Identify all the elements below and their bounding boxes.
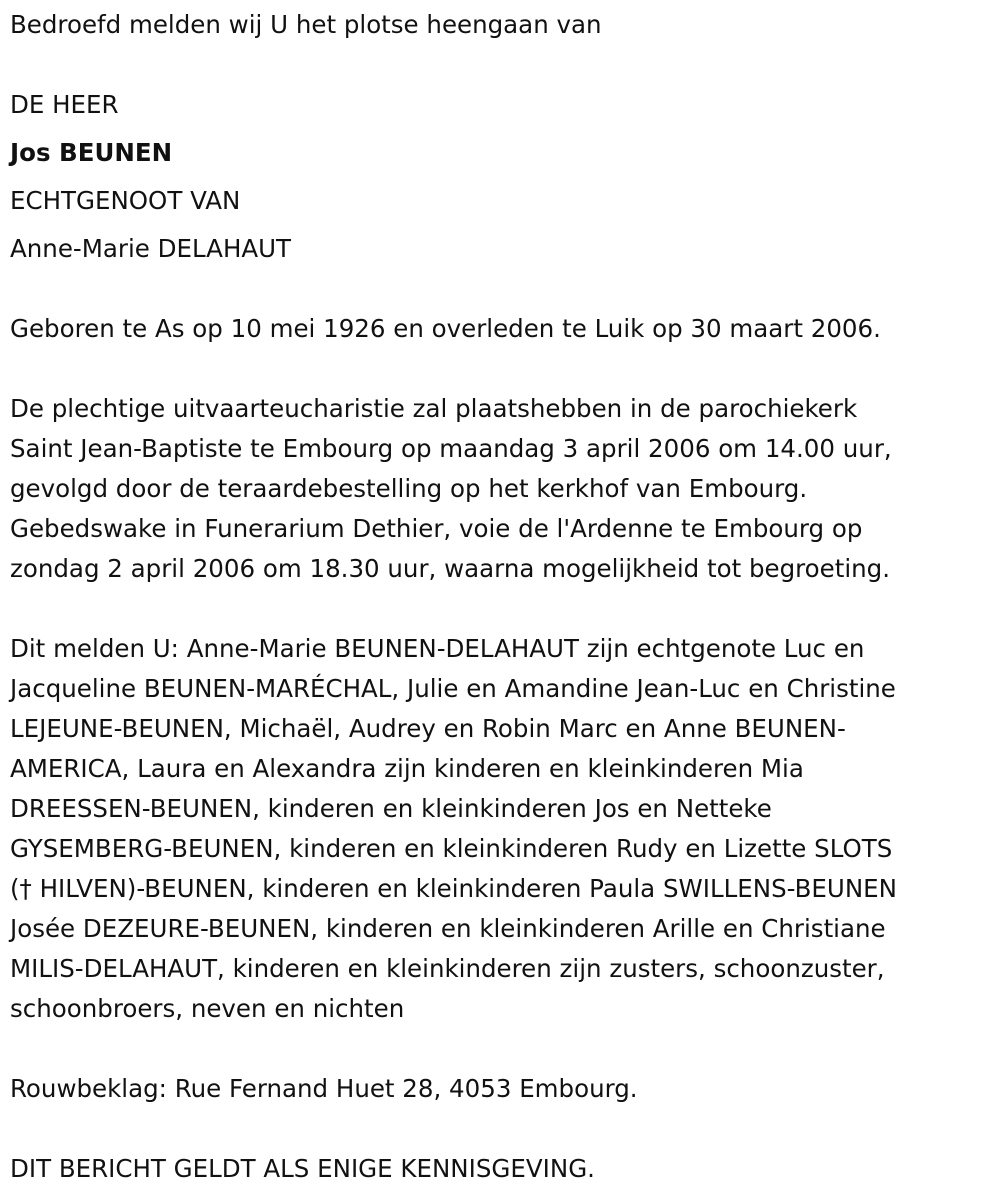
family-line: Jacqueline BEUNEN-MARÉCHAL, Julie en Amandine Jean-Luc en Christine xyxy=(10,674,896,703)
birth-death-line: Geboren te As op 10 mei 1926 en overleden te Luik op 30 maart 2006. xyxy=(10,314,881,343)
family-line: LEJEUNE-BEUNEN, Michaël, Audrey en Robin Marc en Anne BEUNEN- xyxy=(10,714,846,743)
family-line: († HILVEN)-BEUNEN, kinderen en kleinkinderen Paula SWILLENS-BEUNEN xyxy=(10,874,897,903)
relation-label: ECHTGENOOT VAN xyxy=(10,186,241,215)
family-line: MILIS-DELAHAUT, kinderen en kleinkinderen zijn zusters, schoonzuster, xyxy=(10,954,885,983)
ceremony-line: Gebedswake in Funerarium Dethier, voie de l'Ardenne te Embourg op xyxy=(10,514,863,543)
family-line: AMERICA, Laura en Alexandra zijn kinderen en kleinkinderen Mia xyxy=(10,754,804,783)
family-line: DREESSEN-BEUNEN, kinderen en kleinkinderen Jos en Netteke xyxy=(10,794,772,823)
intro-text: Bedroefd melden wij U het plotse heengaan van xyxy=(10,10,602,39)
family-line: Dit melden U: Anne-Marie BEUNEN-DELAHAUT zijn echtgenote Luc en xyxy=(10,634,865,663)
notice-text: DIT BERICHT GELDT ALS ENIGE KENNISGEVING. xyxy=(10,1154,595,1183)
spouse-name: Anne-Marie DELAHAUT xyxy=(10,234,292,263)
ceremony-line: De plechtige uitvaarteucharistie zal plaatshebben in de parochiekerk xyxy=(10,394,858,423)
honorific: DE HEER xyxy=(10,90,119,119)
deceased-name: Jos BEUNEN xyxy=(10,138,173,167)
family-line: schoonbroers, neven en nichten xyxy=(10,994,405,1023)
ceremony-line: Saint Jean-Baptiste te Embourg op maandag 3 april 2006 om 14.00 uur, xyxy=(10,434,892,463)
condolence-address: Rouwbeklag: Rue Fernand Huet 28, 4053 Embourg. xyxy=(10,1074,638,1103)
family-line: Josée DEZEURE-BEUNEN, kinderen en kleinkinderen Arille en Christiane xyxy=(10,914,886,943)
ceremony-line: zondag 2 april 2006 om 18.30 uur, waarna mogelijkheid tot begroeting. xyxy=(10,554,891,583)
ceremony-line: gevolgd door de teraardebestelling op het kerkhof van Embourg. xyxy=(10,474,808,503)
family-line: GYSEMBERG-BEUNEN, kinderen en kleinkinderen Rudy en Lizette SLOTS xyxy=(10,834,893,863)
